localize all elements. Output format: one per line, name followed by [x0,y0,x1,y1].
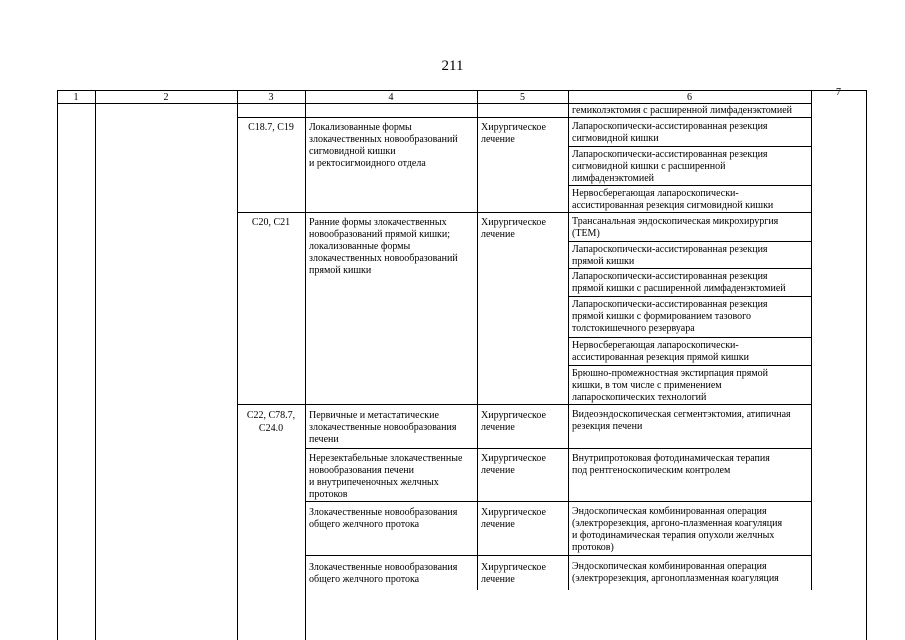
col-line-4 [477,90,478,590]
method-line: прямой кишки [572,256,635,267]
method-line: Видеоэндоскопическая сегментэктомия, атипичная [572,409,791,420]
col-line-5 [568,90,569,590]
method-line: ассистированная резекция сигмовидной кишки [572,200,774,211]
row2-codes: С20, С21 [251,217,291,228]
header-col-6: 6 [687,92,692,103]
method-line-2a [568,241,811,242]
row1-disease-line: сигмовидной кишки [309,146,396,157]
row2-disease-line: прямой кишки [309,265,372,276]
row2-treatment-line: лечение [481,229,515,240]
disease-line: Злокачественные новообразования [309,507,458,518]
method-line: Эндоскопическая комбинированная операция [572,506,767,517]
row1-disease-line: злокачественных новообразований [309,134,458,145]
method-line: под рентгеноскопическим контролем [572,465,731,476]
row1-disease-line: Локализованные формы [309,122,412,133]
method-line: лапароскопических технологий [572,392,707,403]
method-line: Лапароскопически-ассистированная резекция [572,271,768,282]
header-col-3: 3 [268,92,274,103]
method-line: Нервосберегающая лапароскопически- [572,340,739,351]
method-line: прямой кишки с формированием тазового [572,311,752,322]
method-line: Лапароскопически-ассистированная резекция [572,299,768,310]
header-col-2: 2 [163,92,169,103]
disease-line: Нерезектабельные злокачественные [309,453,463,464]
treatment-line: лечение [481,422,515,433]
col-line-7 [866,90,867,640]
method-line: резекция печени [572,421,643,432]
row3-codes-line: С22, С78.7, [246,410,296,421]
col-line-6 [811,90,812,590]
method-line: Внутрипротоковая фотодинамическая терапия [572,453,770,464]
method-line: сигмовидной кишки [572,133,659,144]
treatment-line: Хирургическое [481,453,546,464]
disease-line: Первичные и метастатические [309,410,439,421]
method-line-2e [568,365,811,366]
row1-codes: С18.7, С19 [248,122,294,133]
method-line: (электрорезекция, аргоноплазменная коагуляция [572,573,779,584]
row3-codes-line: С24.0 [258,423,284,434]
disease-line: общего желчного протока [309,574,420,585]
method-line: Лапароскопически-ассистированная резекция [572,121,768,132]
col-line-3 [305,90,306,640]
row-line-2 [237,212,811,213]
col-line-2 [237,90,238,640]
page-number: 211 [441,58,464,74]
method-line: кишки, в том числе с применением [572,380,722,391]
method-line: лимфаденэктомией [572,173,655,184]
treatment-line: лечение [481,465,515,476]
method-line: Нервосберегающая лапароскопически- [572,188,739,199]
treatment-line: Хирургическое [481,507,546,518]
header-col-1: 1 [73,92,79,103]
disease-line: общего желчного протока [309,519,420,530]
method-line-2d [568,337,811,338]
treatment-line: Хирургическое [481,410,546,421]
method-line: сигмовидной кишки с расширенной [572,161,726,172]
row-line-1 [237,117,811,118]
row1-treatment-line: Хирургическое [481,122,546,133]
row2-disease-line: локализованные формы [309,241,411,252]
row1-disease-line: и ректосигмоидного отдела [309,158,426,169]
method-line-2c [568,296,811,297]
treatment-line: лечение [481,574,515,585]
table-top-line [57,90,867,91]
header-col-5: 5 [520,92,525,103]
method-continuation: гемиколэктомия с расширенной лимфаденэктомией [572,105,793,116]
disease-line: злокачественные новообразования [309,422,457,433]
method-line: Трансанальная эндоскопическая микрохирургия [572,216,779,227]
method-line: протоков) [572,542,614,553]
row-line-4 [305,448,811,449]
disease-line: Злокачественные новообразования [309,562,458,573]
row-line-3 [237,404,811,405]
method-line-1a [568,146,811,147]
disease-line: и внутрипеченочных желчных [309,477,439,488]
method-line: ассистированная резекция прямой кишки [572,352,749,363]
method-line: (электрорезекция, аргоно-плазменная коагуляция [572,518,783,529]
method-line: (ТЕМ) [572,228,600,239]
disease-line: протоков [309,489,348,500]
row2-disease-line: новообразований прямой кишки; [309,229,451,240]
col-line-1 [95,90,96,640]
method-line: Эндоскопическая комбинированная операция [572,561,767,572]
row2-disease-line: Ранние формы злокачественных [309,217,447,228]
method-line: прямой кишки с расширенной лимфаденэктомией [572,283,786,294]
col-line-0 [57,90,58,640]
row-line-5 [305,501,811,502]
disease-line: печени [309,434,339,445]
treatment-line: лечение [481,519,515,530]
method-line-1b [568,185,811,186]
method-line: Брюшно-промежностная экстирпация прямой [572,368,769,379]
row-line-6 [305,555,811,556]
method-line: Лапароскопически-ассистированная резекция [572,244,768,255]
header-col-4: 4 [388,92,394,103]
row2-treatment-line: Хирургическое [481,217,546,228]
method-line: и фотодинамическая терапия опухоли желчных [572,530,775,541]
method-line: толстокишечного резервуара [572,323,695,334]
header-col-7: 7 [836,87,841,98]
method-line: Лапароскопически-ассистированная резекция [572,149,768,160]
treatment-line: Хирургическое [481,562,546,573]
method-line-2b [568,268,811,269]
row1-treatment-line: лечение [481,134,515,145]
disease-line: новообразования печени [309,465,414,476]
row2-disease-line: злокачественных новообразований [309,253,458,264]
